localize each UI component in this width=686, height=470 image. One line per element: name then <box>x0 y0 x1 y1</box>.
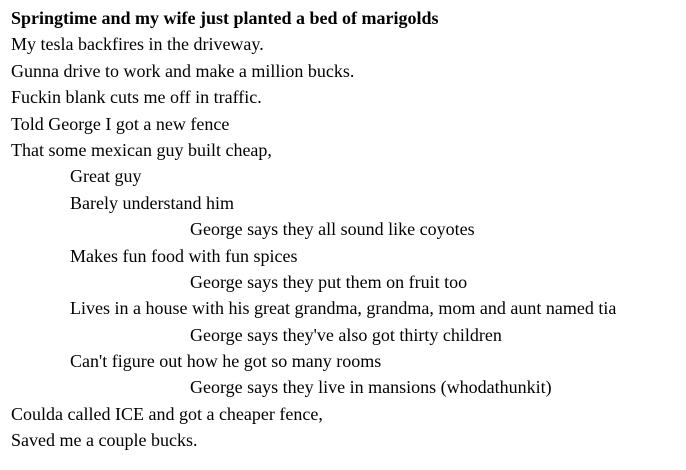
poem-line-george: George says they put them on fruit too <box>190 271 468 292</box>
poem-line-indented: Can't figure out how he got so many rooms <box>70 351 382 372</box>
poem-title: Springtime and my wife just planted a bed of marigolds <box>11 8 439 28</box>
poem-line-indented: Makes fun food with fun spices <box>70 245 298 266</box>
poem-line-george: George says they've also got thirty children <box>190 324 502 345</box>
poem-line: That some mexican guy built cheap, <box>11 139 272 160</box>
poem-line: Told George I got a new fence <box>11 113 230 134</box>
poem-line-george: George says they all sound like coyotes <box>190 219 475 240</box>
poem-line: Gunna drive to work and make a million bucks. <box>11 60 355 81</box>
poem-line-indented: Lives in a house with his great grandma, grandma, mom and aunt named tia <box>70 298 617 319</box>
document-body <box>11 5 686 454</box>
poem-line-george: George says they live in mansions (whodathunkit) <box>190 377 552 398</box>
poem-line: Fuckin blank cuts me off in traffic. <box>11 87 262 108</box>
poem-line: Coulda called ICE and got a cheaper fence, <box>11 403 323 424</box>
poem-line: My tesla backfires in the driveway. <box>11 34 264 55</box>
poem-line-indented: Great guy <box>70 166 142 187</box>
poem-line: Saved me a couple bucks. <box>11 430 198 451</box>
poem-line-indented: Barely understand him <box>70 192 234 213</box>
